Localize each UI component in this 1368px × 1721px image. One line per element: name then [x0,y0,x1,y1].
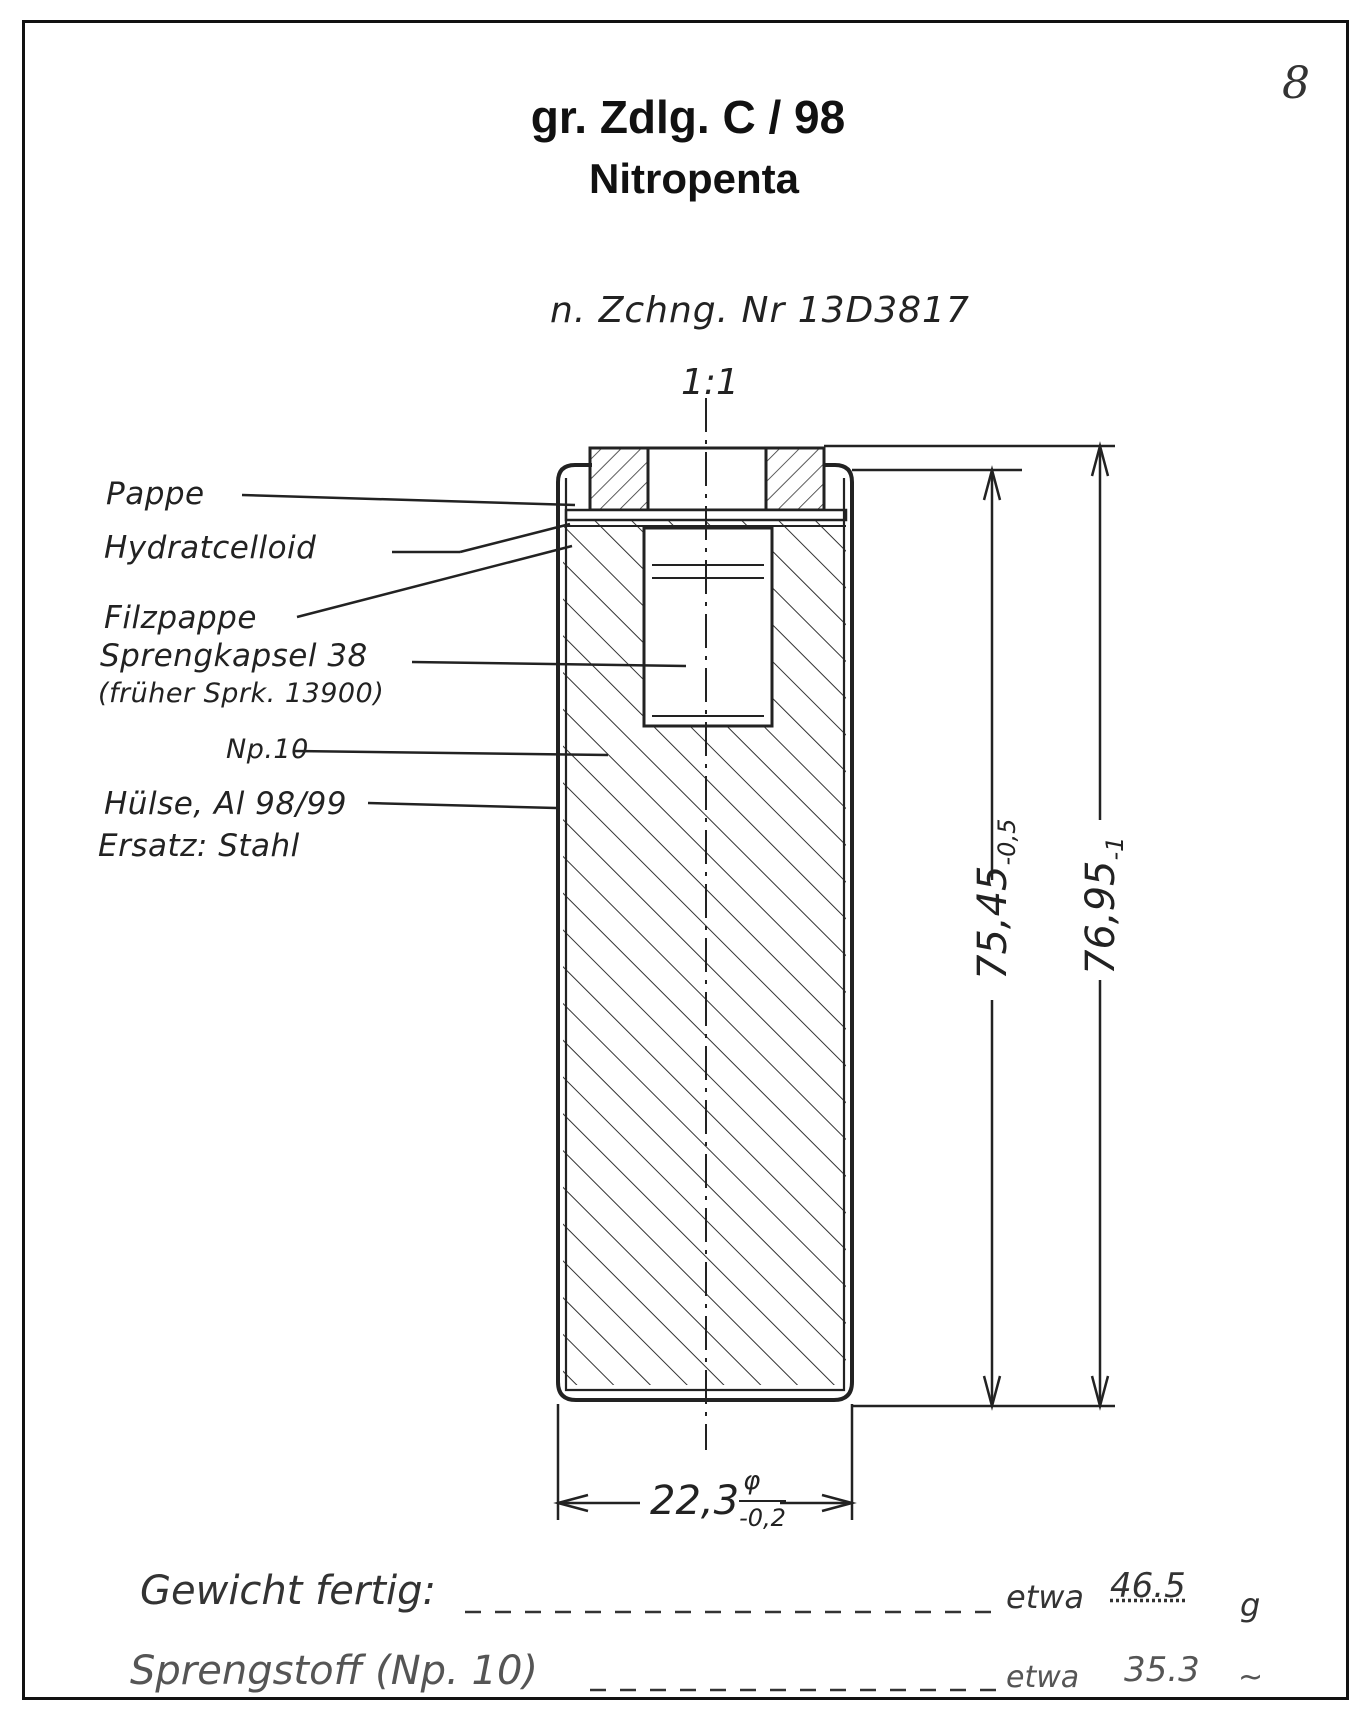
scale-label: 1:1 [681,362,739,403]
page-title: gr. Zdlg. C / 98 [530,91,846,143]
top-cap-left [590,448,648,510]
weight-label: Gewicht fertig: [140,1568,436,1614]
dim-inner-length: $75,45_{-0,5}$ [970,818,1021,980]
explosive-weight-unit: ~ [1238,1660,1264,1695]
weight-approx: etwa [1006,1578,1085,1616]
drawing-reference: n. Zchng. Nr 13D3817 [550,290,970,331]
dim-outer-length: $76,95_{-1}$ [1078,836,1129,975]
dim-diameter: 22,3 $\frac{\varphi}{-0,2}$ [650,1466,786,1532]
top-cap-right [766,448,824,510]
label-filzpappe: Filzpappe [104,600,257,636]
label-frueher: (früher Sprk. 13900) [98,678,385,709]
label-np10: Np.10 [226,734,309,765]
label-sprengkapsel: Sprengkapsel 38 [100,638,368,674]
detonator-cavity [644,528,772,726]
label-hydratcelloid: Hydratcelloid [104,530,317,566]
explosive-weight-approx: etwa [1006,1660,1080,1695]
label-huelse: Hülse, Al 98/99 [104,786,348,822]
explosive-weight-label: Sprengstoff (Np. 10) [130,1648,539,1694]
label-ersatz: Ersatz: Stahl [98,828,300,864]
weight-value: 46.5 [1110,1566,1186,1606]
page-subtitle: Nitropenta [589,155,799,202]
explosive-weight-value: 35.3 [1124,1650,1200,1690]
weight-unit: g [1240,1586,1261,1624]
page-number: 8 [1282,58,1310,109]
cartridge-section [558,398,852,1450]
label-pappe: Pappe [106,476,205,512]
weight-leaders [465,1612,1000,1690]
